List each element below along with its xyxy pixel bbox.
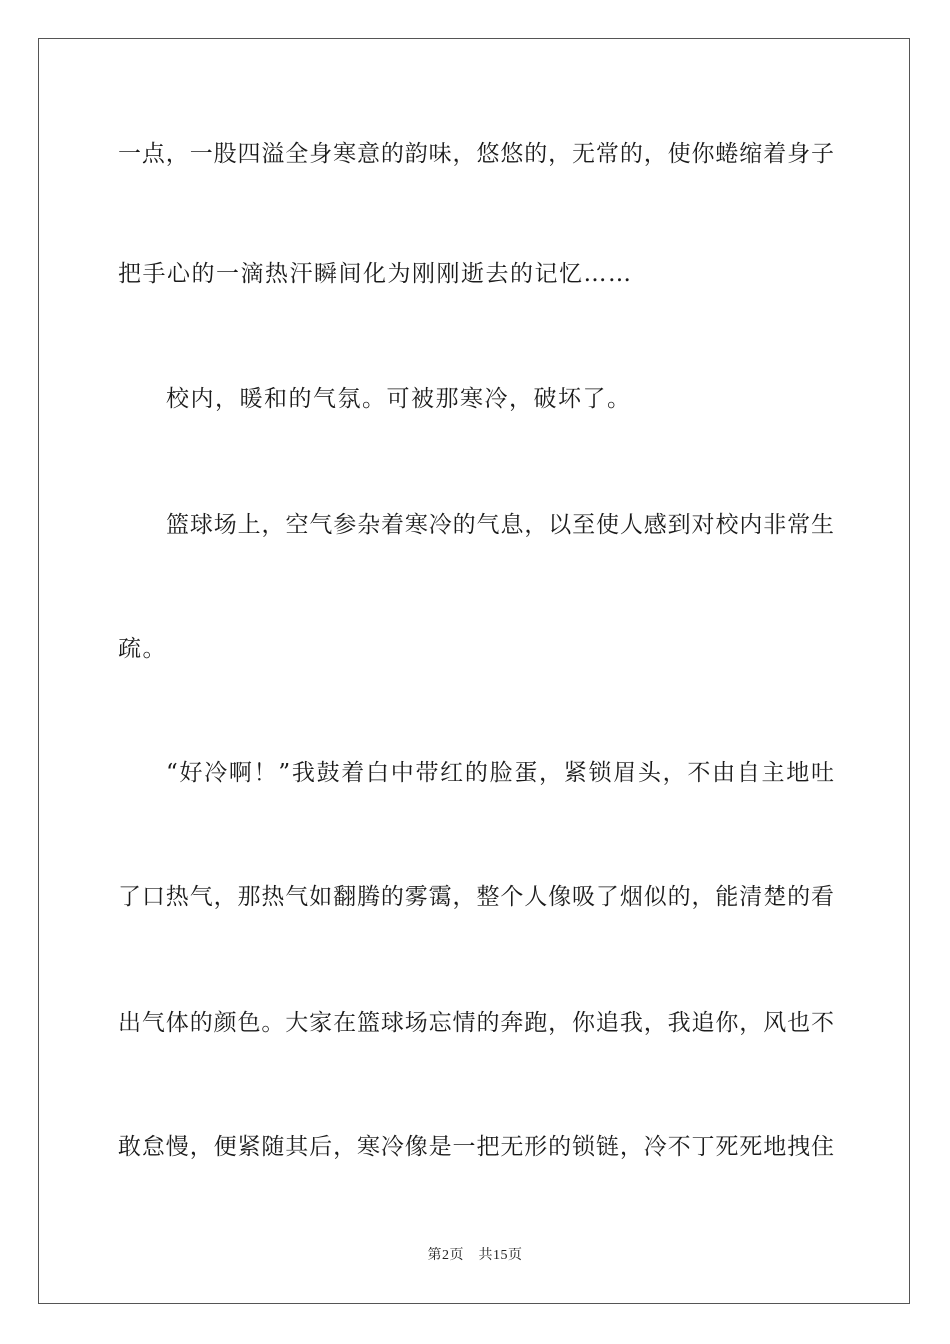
text-line-7: 了口热气，那热气如翻腾的雾霭，整个人像吸了烟似的，能清楚的看 [118, 884, 834, 910]
text-line-1: 一点，一股四溢全身寒意的韵味，悠悠的，无常的，使你蜷缩着身子 [118, 141, 834, 167]
text-line-9: 敢怠慢，便紧随其后，寒冷像是一把无形的锁链，冷不丁死死地拽住 [118, 1134, 834, 1160]
text-line-5: 疏。 [118, 636, 167, 662]
text-line-3: 校内，暖和的气氛。可被那寒冷，破坏了。 [166, 386, 632, 412]
page-number: 第2页 共15页 [427, 1248, 523, 1263]
text-line-4: 篮球场上，空气参杂着寒冷的气息，以至使人感到对校内非常生 [166, 512, 834, 538]
text-line-6: “好冷啊！”我鼓着白中带红的脸蛋，紧锁眉头，不由自主地吐 [166, 760, 834, 786]
text-line-2: 把手心的一滴热汗瞬间化为刚刚逝去的记忆…… [118, 261, 633, 287]
text-line-8: 出气体的颜色。大家在篮球场忘情的奔跑，你追我，我追你，风也不 [118, 1010, 834, 1036]
page-border [38, 38, 910, 1304]
